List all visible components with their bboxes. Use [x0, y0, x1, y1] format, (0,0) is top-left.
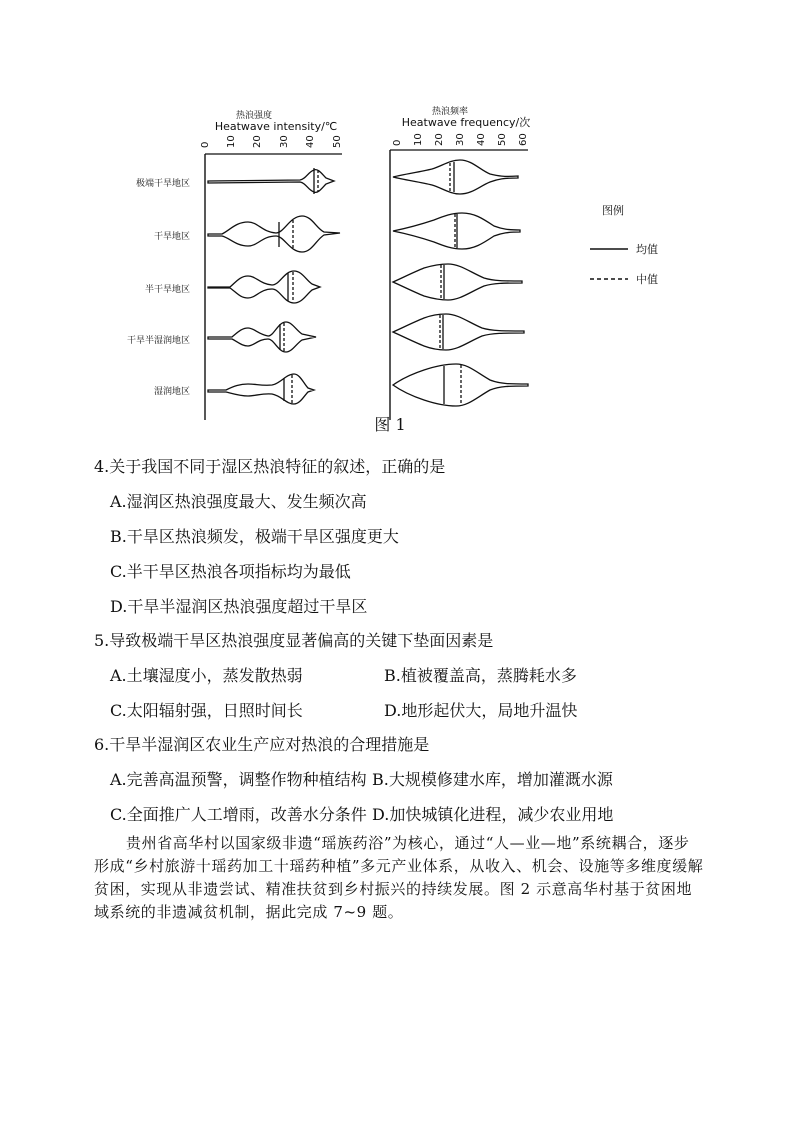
left-tick-10: 10 [226, 135, 237, 148]
right-tick-10: 10 [413, 133, 424, 146]
right-tick-0: 0 [392, 139, 403, 146]
question-6-stem: 6.干旱半湿润区农业生产应对热浪的合理措施是 [94, 735, 430, 754]
reading-passage: 贵州省高华村以国家级非遗“瑶族药浴”为核心，通过“人—业—地”系统耦合，逐步形成“乡村旅游十瑶药加工十瑶药种植”多元产业体系，从收入、机会、设施等多维度缓解贫困，实现从非遗尝试、精准扶贫到乡村振兴的持续发展。图 2 示意高华村基于贫困地域系统的非遗减贫机制，据此完成 7~9 题。 [94, 834, 704, 921]
question-5-option-b: B.植被覆盖高，蒸腾耗水多 [384, 666, 577, 685]
question-5-stem: 5.导致极端干旱区热浪强度显著偏高的关键下垫面因素是 [94, 631, 494, 650]
left-tick-20: 20 [252, 135, 263, 148]
violin-left-humid [208, 374, 314, 404]
violin-right-extreme-arid [393, 160, 518, 194]
legend-median-label: 中值 [636, 273, 658, 286]
question-5-option-a: A.土壤湿度小，蒸发散热弱 [110, 666, 303, 685]
violin-chart [0, 0, 794, 440]
question-6-option-c: C.全面推广人工增雨，改善水分条件 [110, 805, 367, 824]
right-axis-title-en: Heatwave frequency/次 [401, 116, 531, 129]
question-4-option-a: A.湿润区热浪强度最大、发生频次高 [110, 492, 367, 511]
left-tick-40: 40 [305, 135, 316, 148]
question-5-option-c: C.太阳辐射强，日照时间长 [110, 701, 303, 720]
violin-right-semi-arid [393, 264, 522, 300]
region-label-extreme-arid: 极端干旱地区 [135, 179, 190, 189]
question-4-option-b: B.干旱区热浪频发，极端干旱区强度更大 [110, 527, 399, 546]
question-6-option-b: B.大规模修建水库，增加灌溉水源 [372, 770, 613, 789]
region-label-humid: 湿润地区 [153, 387, 190, 397]
violin-left-arid [208, 216, 340, 252]
left-tick-50: 50 [332, 135, 343, 148]
left-axis-title-en: Heatwave intensity/℃ [214, 120, 338, 133]
right-axis-title-cn: 热浪频率 [431, 107, 469, 117]
figure-caption: 图 1 [374, 415, 406, 434]
region-label-dry-subhumid: 干旱半湿润地区 [126, 336, 190, 346]
region-label-arid: 干旱地区 [153, 232, 190, 242]
left-tick-30: 30 [279, 135, 290, 148]
right-tick-60: 60 [518, 133, 529, 146]
legend-mean-label: 均值 [636, 243, 658, 256]
right-tick-40: 40 [476, 133, 487, 146]
violin-left-extreme-arid [208, 170, 334, 193]
question-5-option-d: D.地形起伏大，局地升温快 [384, 701, 578, 720]
violin-left-semi-arid [208, 271, 320, 303]
right-tick-20: 20 [434, 133, 445, 146]
question-4-stem: 4.关于我国不同于湿区热浪特征的叙述，正确的是 [94, 457, 446, 476]
right-tick-50: 50 [497, 133, 508, 146]
left-tick-0: 0 [200, 141, 211, 148]
left-axis-title-cn: 热浪强度 [235, 111, 273, 121]
right-tick-30: 30 [455, 133, 466, 146]
violin-left-dry-subhumid [208, 322, 316, 352]
question-6-option-a: A.完善高温预警，调整作物种植结构 [110, 770, 367, 789]
question-4-option-c: C.半干旱区热浪各项指标均为最低 [110, 562, 351, 581]
question-6-option-d: D.加快城镇化进程，减少农业用地 [372, 805, 614, 824]
figure-1 [0, 0, 794, 440]
region-label-semi-arid: 半干旱地区 [144, 285, 190, 295]
violin-right-dry-subhumid [393, 314, 524, 350]
legend-title: 图例 [602, 204, 624, 217]
question-4-option-d: D.干旱半湿润区热浪强度超过干旱区 [110, 597, 368, 616]
